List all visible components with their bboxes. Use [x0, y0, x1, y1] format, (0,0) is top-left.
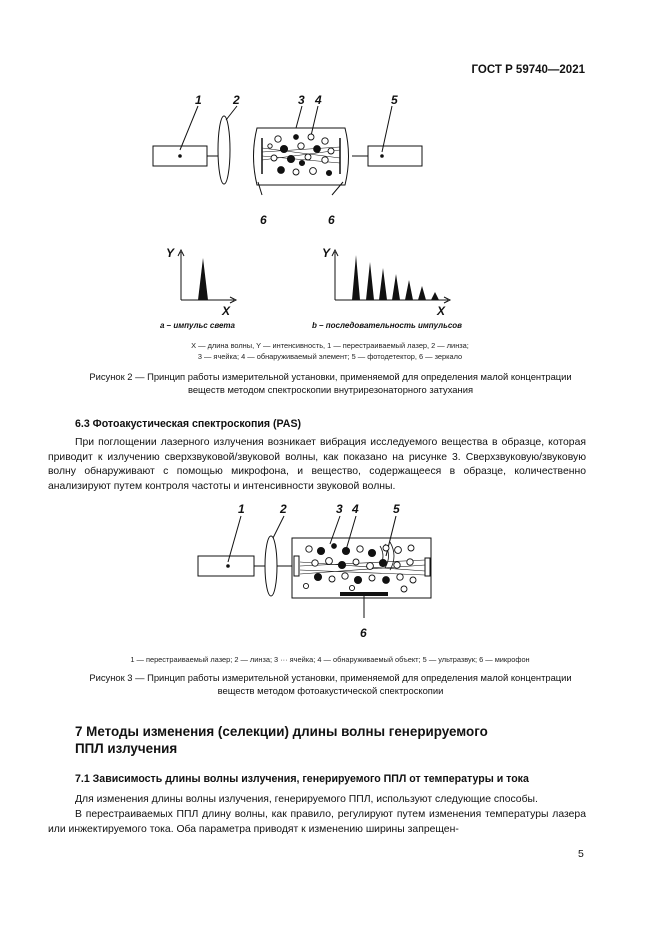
- label-mirror-right: 6: [328, 213, 335, 227]
- graph-a-caption: a – импульс света: [160, 321, 235, 330]
- label-mirror-left: 6: [260, 213, 267, 227]
- fig3-label-lens: 2: [280, 502, 287, 516]
- figure-3-caption-line-2: веществ методом фотоакустической спектроскопии: [217, 684, 444, 696]
- section-6-3-paragraph: При поглощении лазерного излучения возникает вибрация исследуемого вещества в образце, которая приводит к излучению сверхзвуковой/звуковой волны, как показано на рисунке 3. Сверхзвуковую/звуковую волну обнаруживают с помощью микрофона, и вещество, содержащееся в образце, количественно анализируют путем контроля частоты и интенсивности звуковой волны.: [48, 437, 586, 492]
- microphone-bar: [340, 592, 388, 596]
- label-lens: 2: [233, 93, 240, 107]
- lens-fig3: [265, 536, 277, 596]
- fig3-label-laser: 1: [238, 502, 245, 516]
- figure-2-legend-line-1: X — длина волны, Y — интенсивность, 1 — перестраиваемый лазер, 2 — линза;: [191, 341, 469, 350]
- figure-3-caption-line-1: Рисунок 3 — Принцип работы измерительной установки, применяемой для определения малой концентрации: [89, 672, 572, 683]
- section-7-1-paragraph-1: Для изменения длины волны излучения, генерируемого ППЛ, используют следующие способы.: [75, 794, 538, 805]
- label-detector: 5: [391, 93, 398, 107]
- particles-fig3: [303, 544, 416, 592]
- figure-2-caption-line-1: Рисунок 2 — Принцип работы измерительной установки, применяемой для определения малой концентрации: [89, 371, 572, 382]
- fig3-label-microphone: 6: [360, 626, 367, 640]
- document-standard-number: ГОСТ Р 59740—2021: [471, 64, 585, 76]
- label-laser: 1: [195, 93, 202, 107]
- graph-a-y-label: Y: [166, 246, 175, 260]
- graph-a-x-label: X: [222, 304, 231, 318]
- figure-3-legend: 1 — перестраиваемый лазер; 2 — линза; 3 ··· ячейка; 4 — обнаруживаемый объект; 5 — ультразвук; 6 — микрофон: [130, 655, 530, 664]
- section-6-3-heading: 6.3 Фотоакустическая спектроскопия (PAS): [75, 418, 302, 430]
- fig3-label-object: 4: [352, 502, 359, 516]
- page-number: 5: [578, 848, 584, 860]
- fig3-label-ultrasound: 5: [393, 502, 400, 516]
- graph-b-y-label: Y: [322, 246, 331, 260]
- label-element: 4: [315, 93, 322, 107]
- figure-3-caption: [48, 672, 613, 697]
- section-7-1-paragraph-2: В перестраиваемых ППЛ длину волны, как правило, регулируют путем изменения температуры лазера или инжектируемого тока. Оба параметра приводят к изменению ширины запрещен-: [48, 809, 586, 835]
- graph-b-x-label: X: [437, 304, 446, 318]
- figure-2-caption-line-2: веществ методом спектроскопии внутрирезонаторного затухания: [187, 383, 474, 395]
- laser-box-fig3: [198, 556, 254, 576]
- graph-b-caption: b – последовательность импульсов: [312, 321, 462, 330]
- fig3-label-cell: 3: [336, 502, 343, 516]
- section-7-heading: 7 Методы изменения (селекции) длины волны генерируемого ППЛ излучения: [75, 724, 488, 756]
- section-7-1-heading: 7.1 Зависимость длины волны излучения, генерируемого ППЛ от температуры и тока: [75, 773, 529, 785]
- label-cell: 3: [298, 93, 305, 107]
- figure-2-legend-line-2: 3 — ячейка; 4 — обнаруживаемый элемент; 5 — фотодетектор, 6 — зеркало: [197, 352, 463, 361]
